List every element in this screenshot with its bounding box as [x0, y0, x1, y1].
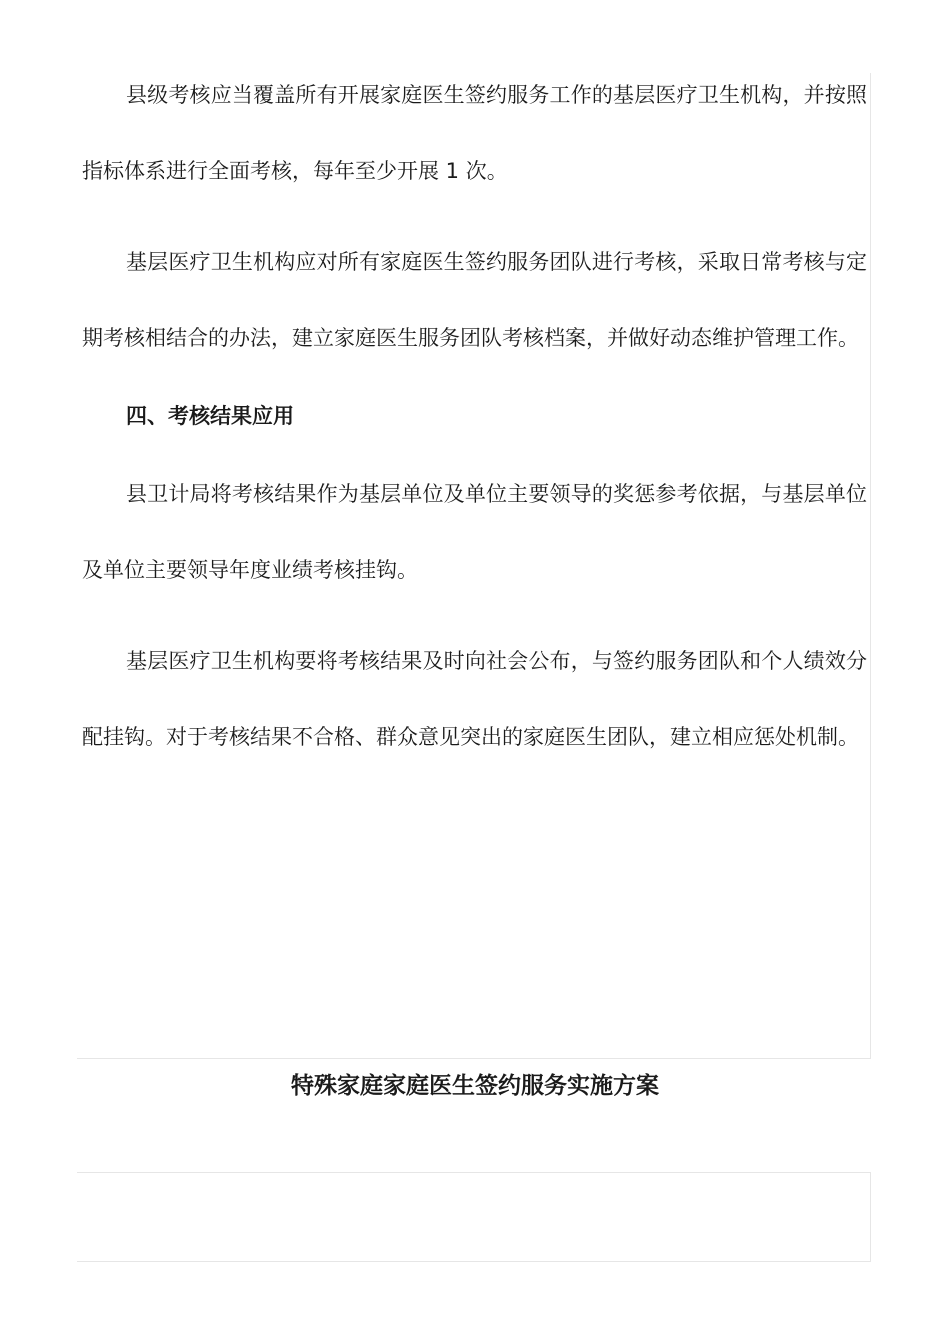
page-frame-bottom [77, 1172, 871, 1262]
paragraph-result-usage: 县卫计局将考核结果作为基层单位及单位主要领导的奖惩参考依据，与基层单位及单位主要领导年度业绩考核挂钩。 [82, 482, 867, 582]
section-heading: 四、考核结果应用 [126, 404, 294, 428]
paragraph-county-assessment: 县级考核应当覆盖所有开展家庭医生签约服务工作的基层医疗卫生机构，并按照指标体系进行全面考核，每年至少开展 1 次。 [82, 83, 867, 183]
document-title: 特殊家庭家庭医生签约服务实施方案 [291, 1073, 659, 1099]
paragraph-public-disclosure: 基层医疗卫生机构要将考核结果及时向社会公布，与签约服务团队和个人绩效分配挂钩。对于考核结果不合格、群众意见突出的家庭医生团队，建立相应惩处机制。 [82, 649, 867, 749]
document-body [82, 57, 867, 775]
paragraph-team-assessment: 基层医疗卫生机构应对所有家庭医生签约服务团队进行考核，采取日常考核与定期考核相结合的办法，建立家庭医生服务团队考核档案，并做好动态维护管理工作。 [82, 250, 867, 350]
